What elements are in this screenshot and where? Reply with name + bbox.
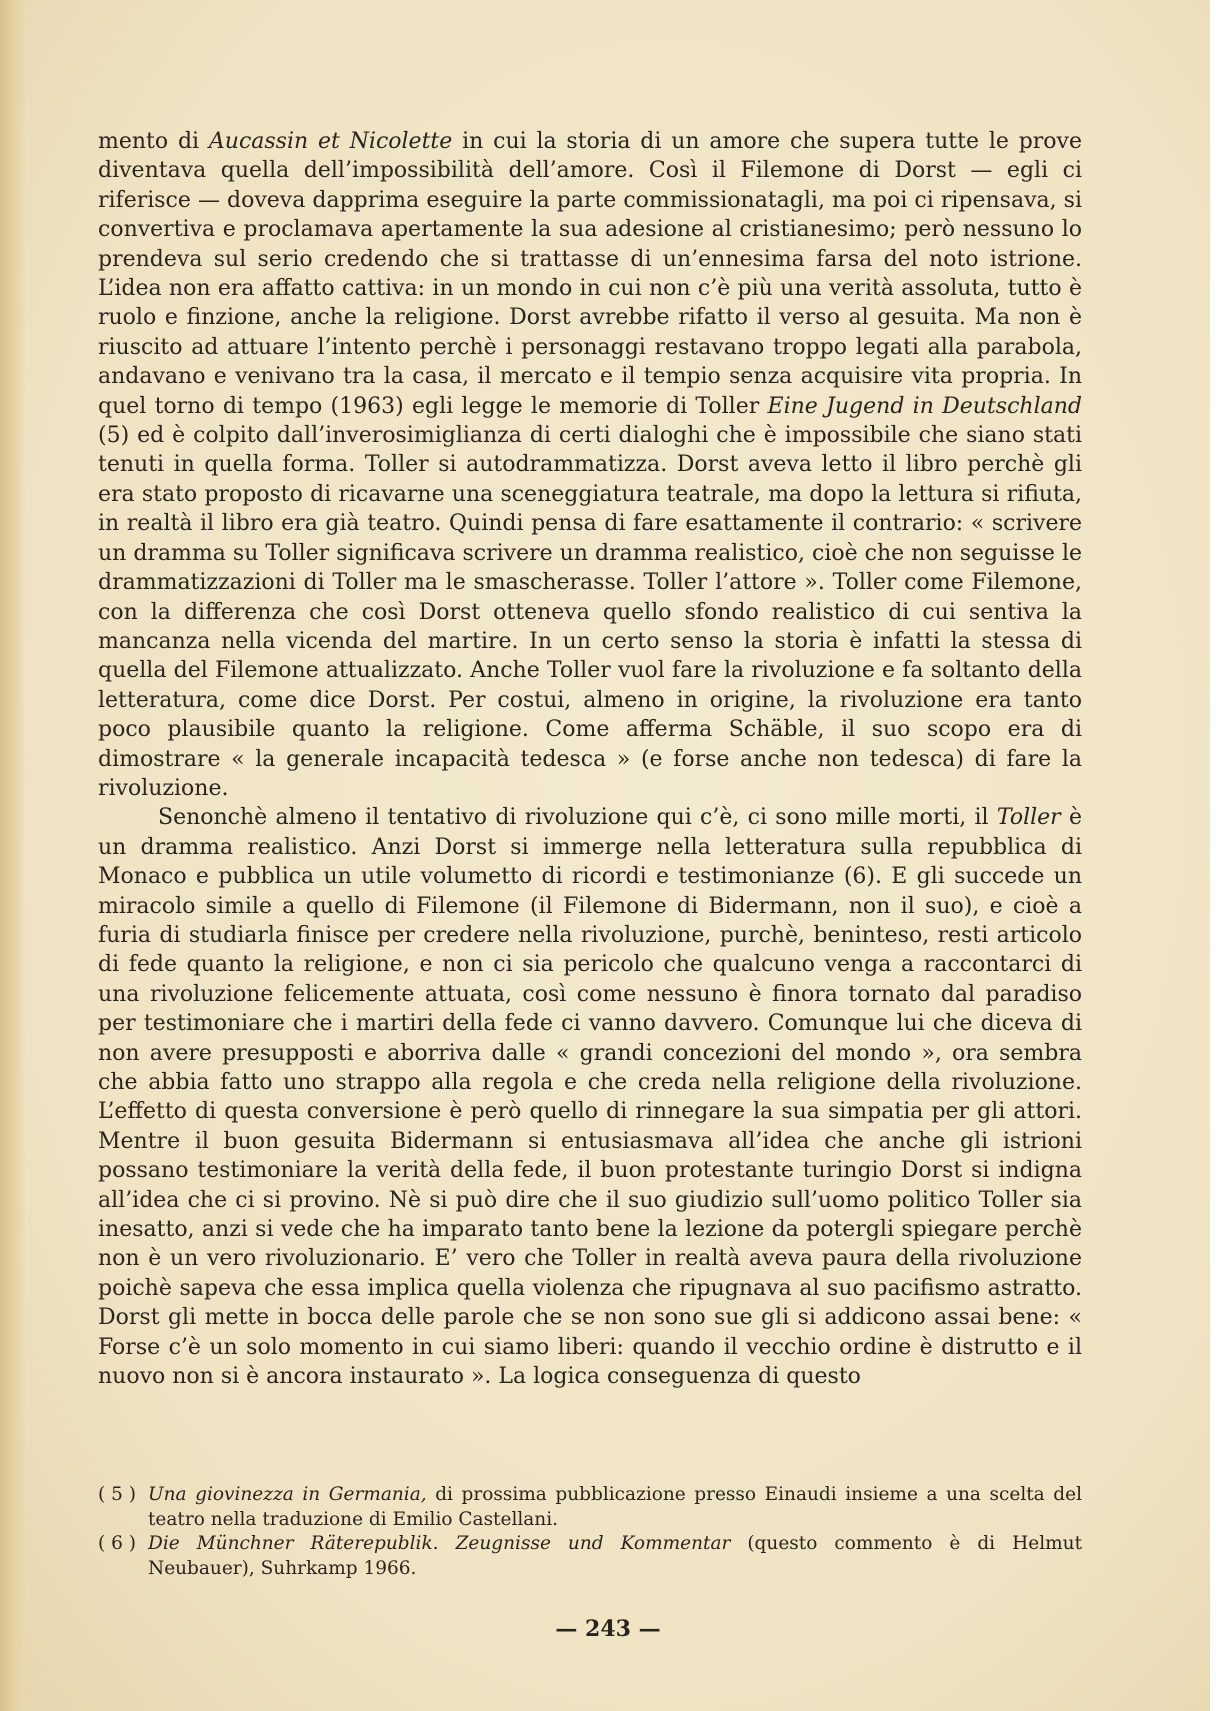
footnote-title: Die Münchner Räterepublik. Zeugnisse und Kommentar [148,1533,731,1554]
footnote-body [148,1532,1082,1581]
paragraph-2-text-1: Senonchè almeno il tentativo di rivoluzione qui c’è, ci sono mille morti, il [158,805,997,831]
footnote-text: di prossima pubblicazione presso Einaudi insieme a una scelta del teatro nella traduzione di Emilio Castellani. [148,1484,1082,1530]
paragraph-1-text-3: (5) ed è colpito dall’inverosimiglianza di certi dialoghi che è impossibile che siano stati tenuti in quella forma. Toller si autodrammatizza. Dorst aveva letto il libro perchè gli era stato proposto di ricavarne una sceneggiatura teatrale, ma dopo la lettura si rifiuta, in realtà il libro era già teatro. Quindi pensa di fare esattamente il contrario: « scrivere un dramma su Toller significava scrivere un dramma realistico, cioè che non seguisse le drammatizzazioni di Toller ma le smascherasse. Toller l’attore ». Toller come Filemone, con la differenza che così Dorst otteneva quello sfondo realistico di cui sentiva la mancanza nella vicenda del martire. In un certo senso la storia è infatti la stessa di quella del Filemone attualizzato. Anche Toller vuol fare la rivoluzione e fa soltanto della letteratura, come dice Dorst. Per costui, almeno in origine, la rivoluzione era tanto poco plausibile quanto la religione. Come afferma Schäble, il suo scopo era di dimostrare « la generale incapacità tedesca » (e forse anche non tedesca) di fare la rivoluzione. [98,423,1082,801]
footnote-body [148,1483,1082,1532]
paragraph-2-text-2: è un dramma realistico. Anzi Dorst si immerge nella letteratura sulla repubblica di Monaco e pubblica un utile volumetto di ricordi e testimonianze (6). E gli succede un miracolo simile a quello di Filemone (il Filemone di Bidermann, non il suo), e cioè a furia di studiarla finisce per credere nella rivoluzione, purchè, beninteso, resti articolo di fede quanto la religione, e non ci sia pericolo che qualcuno venga a raccontarci di una rivoluzione felicemente attuata, così come nessuno è finora tornato dal paradiso per testimoniare che i martiri della fede ci vanno davvero. Comunque lui che diceva di non avere presupposti e aborriva dalle « grandi concezioni del mondo », ora sembra che abbia fatto uno strappo alla regola e che creda nella religione della rivoluzione. L’effetto di questa conversione è però quello di rinnegare la sua simpatia per gli attori. Mentre il buon gesuita Bidermann si entusiasmava all’idea che anche gli istrioni possano testimoniare la verità della fede, il buon protestante turingio Dorst si indigna all’idea che ci si provino. Nè si può dire che il suo giudizio sull’uomo politico Toller sia inesatto, anzi si vede che ha imparato tanto bene la lezione da potergli spiegare perchè non è un vero rivoluzionario. E’ vero che Toller in realtà aveva paura della rivoluzione poichè sapeva che essa implica quella violenza che ripugnava al suo pacifismo astratto. Dorst gli mette in bocca delle parole che se non sono sue gli si addicono assai bene: « Forse c’è un solo momento in cui siamo liberi: quando il vecchio ordine è distrutto e il nuovo non si è ancora instaurato ». La logica conseguenza di questo [98,805,1082,1390]
footnotes [98,1483,1082,1581]
page-number: — 243 — [555,1616,661,1642]
work-title-eine-jugend: Eine Jugend in Deutschland [767,393,1082,419]
footnote-number: ( 5 ) [98,1484,136,1505]
paragraph-1 [98,127,1082,803]
footnote-title: Una giovinezza in Germania, [148,1484,427,1505]
paragraph-1-text-2: in cui la storia di un amore che supera tutte le prove diventava quella dell’impossibilità dell’amore. Così il Filemone di Dorst — egli ci riferisce — doveva dapprima eseguire la parte commissionatagli, ma poi ci ripensava, si convertiva e proclamava apertamente la sua adesione al cristianesimo; però nessuno lo prendeva sul serio credendo che si trattasse di un’ennesima farsa del noto istrione. L’idea non era affatto cattiva: in un mondo in cui non c’è più una verità assoluta, tutto è ruolo e finzione, anche la religione. Dorst avrebbe rifatto il verso al gesuita. Ma non è riuscito ad attuare l’intento perchè i personaggi restavano troppo legati alla parabola, andavano e venivano tra la casa, il mercato e il tempio senza acquisire vita propria. In quel torno di tempo (1963) egli legge le memorie di Toller [98,129,1082,419]
page-spine-shadow [0,0,26,1711]
work-title-toller: Toller [996,805,1061,831]
footnote [98,1532,1082,1581]
footnote-number: ( 6 ) [98,1533,136,1554]
footnote-text: (questo commento è di Helmut Neubauer), Suhrkamp 1966. [148,1533,1083,1579]
paragraph-1-text-1: mento di [98,129,209,154]
work-title-aucassin: Aucassin et Nicolette [208,129,453,154]
paragraph-2 [98,803,1082,1391]
page-edge [1210,0,1216,1711]
main-text [98,127,1082,1391]
footnote [98,1483,1082,1532]
